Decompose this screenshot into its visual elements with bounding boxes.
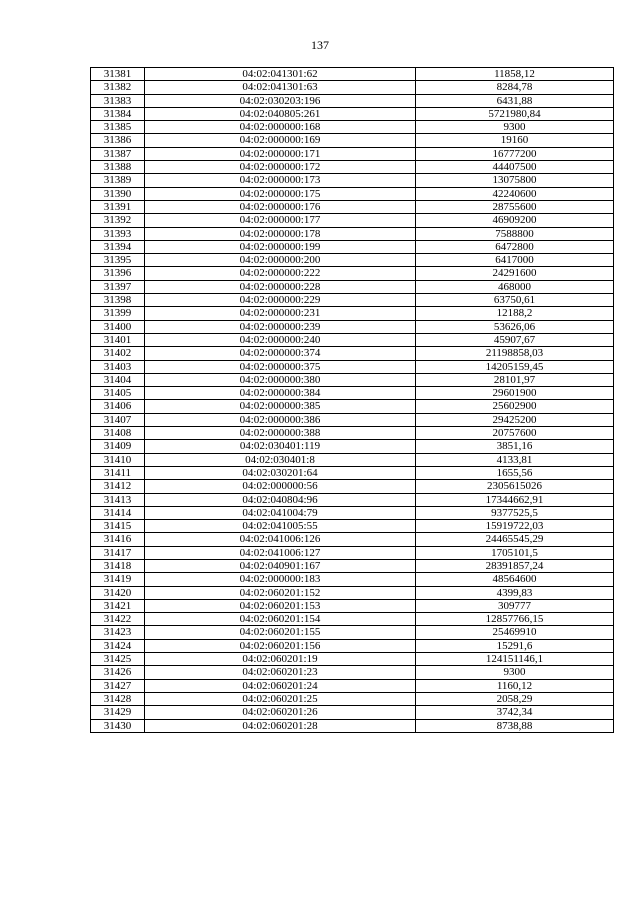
cadastral-number-cell: 04:02:000000:380 <box>145 373 416 386</box>
table-row <box>91 506 614 519</box>
cadastral-number-cell: 04:02:030203:196 <box>145 94 416 107</box>
row-number-cell: 31421 <box>91 599 145 612</box>
value-cell: 9300 <box>416 121 614 134</box>
cadastral-number-cell: 04:02:041301:63 <box>145 81 416 94</box>
row-number-cell: 31390 <box>91 187 145 200</box>
table-row <box>91 373 614 386</box>
table-row <box>91 121 614 134</box>
value-cell: 6417000 <box>416 254 614 267</box>
table-row <box>91 453 614 466</box>
cadastral-number-cell: 04:02:060201:28 <box>145 719 416 732</box>
row-number-cell: 31418 <box>91 559 145 572</box>
table-row <box>91 692 614 705</box>
table-row <box>91 440 614 453</box>
value-cell: 13075800 <box>416 174 614 187</box>
table-row <box>91 719 614 732</box>
value-cell: 63750,61 <box>416 294 614 307</box>
row-number-cell: 31414 <box>91 506 145 519</box>
table-row <box>91 613 614 626</box>
cadastral-number-cell: 04:02:000000:385 <box>145 400 416 413</box>
table-body <box>91 68 614 733</box>
cadastral-number-cell: 04:02:041301:62 <box>145 68 416 81</box>
value-cell: 2305615026 <box>416 480 614 493</box>
cadastral-number-cell: 04:02:000000:199 <box>145 240 416 253</box>
row-number-cell: 31399 <box>91 307 145 320</box>
table-row <box>91 200 614 213</box>
row-number-cell: 31406 <box>91 400 145 413</box>
table-row <box>91 320 614 333</box>
table-row <box>91 586 614 599</box>
value-cell: 48564600 <box>416 573 614 586</box>
cadastral-number-cell: 04:02:030401:8 <box>145 453 416 466</box>
value-cell: 12857766,15 <box>416 613 614 626</box>
row-number-cell: 31382 <box>91 81 145 94</box>
table-row <box>91 187 614 200</box>
table-row <box>91 227 614 240</box>
cadastral-number-cell: 04:02:000000:240 <box>145 333 416 346</box>
row-number-cell: 31410 <box>91 453 145 466</box>
page-number: 137 <box>311 38 329 52</box>
cadastral-number-cell: 04:02:030401:119 <box>145 440 416 453</box>
row-number-cell: 31398 <box>91 294 145 307</box>
table-row <box>91 520 614 533</box>
table-row <box>91 639 614 652</box>
row-number-cell: 31401 <box>91 333 145 346</box>
cadastral-number-cell: 04:02:000000:169 <box>145 134 416 147</box>
row-number-cell: 31397 <box>91 280 145 293</box>
table-row <box>91 107 614 120</box>
table-row <box>91 679 614 692</box>
row-number-cell: 31383 <box>91 94 145 107</box>
row-number-cell: 31422 <box>91 613 145 626</box>
table-row <box>91 427 614 440</box>
value-cell: 28755600 <box>416 200 614 213</box>
value-cell: 28101,97 <box>416 373 614 386</box>
cadastral-number-cell: 04:02:060201:156 <box>145 639 416 652</box>
row-number-cell: 31407 <box>91 413 145 426</box>
value-cell: 53626,06 <box>416 320 614 333</box>
cadastral-number-cell: 04:02:000000:388 <box>145 427 416 440</box>
value-cell: 17344662,91 <box>416 493 614 506</box>
value-cell: 3742,34 <box>416 706 614 719</box>
row-number-cell: 31392 <box>91 214 145 227</box>
cadastral-number-cell: 04:02:060201:26 <box>145 706 416 719</box>
value-cell: 21198858,03 <box>416 347 614 360</box>
cadastral-number-cell: 04:02:000000:171 <box>145 147 416 160</box>
table-row <box>91 147 614 160</box>
row-number-cell: 31385 <box>91 121 145 134</box>
table-row <box>91 347 614 360</box>
row-number-cell: 31402 <box>91 347 145 360</box>
value-cell: 42240600 <box>416 187 614 200</box>
row-number-cell: 31409 <box>91 440 145 453</box>
cadastral-number-cell: 04:02:040805:261 <box>145 107 416 120</box>
table-row <box>91 413 614 426</box>
value-cell: 4133,81 <box>416 453 614 466</box>
row-number-cell: 31424 <box>91 639 145 652</box>
value-cell: 25602900 <box>416 400 614 413</box>
value-cell: 11858,12 <box>416 68 614 81</box>
value-cell: 6431,88 <box>416 94 614 107</box>
value-cell: 2058,29 <box>416 692 614 705</box>
cadastral-number-cell: 04:02:060201:24 <box>145 679 416 692</box>
cadastral-number-cell: 04:02:000000:177 <box>145 214 416 227</box>
table-row <box>91 333 614 346</box>
table-row <box>91 134 614 147</box>
table-row <box>91 161 614 174</box>
row-number-cell: 31388 <box>91 161 145 174</box>
row-number-cell: 31413 <box>91 493 145 506</box>
row-number-cell: 31393 <box>91 227 145 240</box>
row-number-cell: 31381 <box>91 68 145 81</box>
value-cell: 7588800 <box>416 227 614 240</box>
table-row <box>91 493 614 506</box>
table-row <box>91 533 614 546</box>
cadastral-number-cell: 04:02:060201:152 <box>145 586 416 599</box>
table-row <box>91 307 614 320</box>
value-cell: 124151146,1 <box>416 653 614 666</box>
row-number-cell: 31404 <box>91 373 145 386</box>
value-cell: 20757600 <box>416 427 614 440</box>
value-cell: 1705101,5 <box>416 546 614 559</box>
table-row <box>91 280 614 293</box>
row-number-cell: 31396 <box>91 267 145 280</box>
row-number-cell: 31415 <box>91 520 145 533</box>
cadastral-number-cell: 04:02:000000:168 <box>145 121 416 134</box>
cadastral-number-cell: 04:02:000000:231 <box>145 307 416 320</box>
value-cell: 309777 <box>416 599 614 612</box>
table-row <box>91 653 614 666</box>
cadastral-number-cell: 04:02:060201:25 <box>145 692 416 705</box>
row-number-cell: 31386 <box>91 134 145 147</box>
row-number-cell: 31412 <box>91 480 145 493</box>
table-row <box>91 174 614 187</box>
row-number-cell: 31395 <box>91 254 145 267</box>
row-number-cell: 31389 <box>91 174 145 187</box>
cadastral-number-cell: 04:02:000000:229 <box>145 294 416 307</box>
table-row <box>91 466 614 479</box>
row-number-cell: 31416 <box>91 533 145 546</box>
table-row <box>91 68 614 81</box>
table-row <box>91 294 614 307</box>
row-number-cell: 31384 <box>91 107 145 120</box>
cadastral-number-cell: 04:02:000000:173 <box>145 174 416 187</box>
cadastral-number-cell: 04:02:000000:176 <box>145 200 416 213</box>
value-cell: 45907,67 <box>416 333 614 346</box>
row-number-cell: 31430 <box>91 719 145 732</box>
row-number-cell: 31387 <box>91 147 145 160</box>
cadastral-number-cell: 04:02:060201:19 <box>145 653 416 666</box>
row-number-cell: 31408 <box>91 427 145 440</box>
row-number-cell: 31429 <box>91 706 145 719</box>
row-number-cell: 31425 <box>91 653 145 666</box>
cadastral-number-cell: 04:02:060201:154 <box>145 613 416 626</box>
value-cell: 19160 <box>416 134 614 147</box>
table-row <box>91 267 614 280</box>
table-row <box>91 387 614 400</box>
value-cell: 46909200 <box>416 214 614 227</box>
value-cell: 25469910 <box>416 626 614 639</box>
table-row <box>91 573 614 586</box>
value-cell: 29601900 <box>416 387 614 400</box>
table-row <box>91 400 614 413</box>
row-number-cell: 31417 <box>91 546 145 559</box>
cadastral-number-cell: 04:02:041006:126 <box>145 533 416 546</box>
table-row <box>91 240 614 253</box>
value-cell: 468000 <box>416 280 614 293</box>
cadastral-number-cell: 04:02:030201:64 <box>145 466 416 479</box>
value-cell: 14205159,45 <box>416 360 614 373</box>
row-number-cell: 31423 <box>91 626 145 639</box>
value-cell: 15291,6 <box>416 639 614 652</box>
value-cell: 44407500 <box>416 161 614 174</box>
table-row <box>91 599 614 612</box>
value-cell: 29425200 <box>416 413 614 426</box>
cadastral-number-cell: 04:02:000000:56 <box>145 480 416 493</box>
table-row <box>91 546 614 559</box>
cadastral-number-cell: 04:02:000000:222 <box>145 267 416 280</box>
cadastral-number-cell: 04:02:000000:183 <box>145 573 416 586</box>
row-number-cell: 31427 <box>91 679 145 692</box>
value-cell: 9300 <box>416 666 614 679</box>
cadastral-number-cell: 04:02:000000:239 <box>145 320 416 333</box>
row-number-cell: 31420 <box>91 586 145 599</box>
table-row <box>91 626 614 639</box>
table-row <box>91 81 614 94</box>
value-cell: 8284,78 <box>416 81 614 94</box>
value-cell: 4399,83 <box>416 586 614 599</box>
table-row <box>91 254 614 267</box>
row-number-cell: 31391 <box>91 200 145 213</box>
value-cell: 1160,12 <box>416 679 614 692</box>
row-number-cell: 31426 <box>91 666 145 679</box>
value-cell: 6472800 <box>416 240 614 253</box>
cadastral-number-cell: 04:02:040901:167 <box>145 559 416 572</box>
cadastral-number-cell: 04:02:000000:172 <box>145 161 416 174</box>
value-cell: 3851,16 <box>416 440 614 453</box>
cadastral-number-cell: 04:02:000000:175 <box>145 187 416 200</box>
cadastral-number-cell: 04:02:041005:55 <box>145 520 416 533</box>
value-cell: 8738,88 <box>416 719 614 732</box>
value-cell: 9377525,5 <box>416 506 614 519</box>
row-number-cell: 31403 <box>91 360 145 373</box>
cadastral-number-cell: 04:02:041006:127 <box>145 546 416 559</box>
value-cell: 5721980,84 <box>416 107 614 120</box>
cadastral-number-cell: 04:02:041004:79 <box>145 506 416 519</box>
value-cell: 12188,2 <box>416 307 614 320</box>
cadastral-number-cell: 04:02:000000:228 <box>145 280 416 293</box>
value-cell: 1655,56 <box>416 466 614 479</box>
value-cell: 15919722,03 <box>416 520 614 533</box>
table-row <box>91 666 614 679</box>
table-row <box>91 360 614 373</box>
table-row <box>91 94 614 107</box>
cadastral-number-cell: 04:02:060201:155 <box>145 626 416 639</box>
value-cell: 24465545,29 <box>416 533 614 546</box>
value-cell: 24291600 <box>416 267 614 280</box>
cadastral-number-cell: 04:02:000000:384 <box>145 387 416 400</box>
row-number-cell: 31400 <box>91 320 145 333</box>
cadastral-value-table <box>90 67 614 733</box>
row-number-cell: 31405 <box>91 387 145 400</box>
table-row <box>91 214 614 227</box>
value-cell: 16777200 <box>416 147 614 160</box>
cadastral-number-cell: 04:02:000000:200 <box>145 254 416 267</box>
row-number-cell: 31394 <box>91 240 145 253</box>
row-number-cell: 31411 <box>91 466 145 479</box>
table-row <box>91 480 614 493</box>
cadastral-number-cell: 04:02:060201:153 <box>145 599 416 612</box>
row-number-cell: 31428 <box>91 692 145 705</box>
row-number-cell: 31419 <box>91 573 145 586</box>
cadastral-number-cell: 04:02:000000:375 <box>145 360 416 373</box>
cadastral-number-cell: 04:02:000000:178 <box>145 227 416 240</box>
cadastral-number-cell: 04:02:000000:374 <box>145 347 416 360</box>
cadastral-number-cell: 04:02:060201:23 <box>145 666 416 679</box>
table-row <box>91 559 614 572</box>
cadastral-number-cell: 04:02:000000:386 <box>145 413 416 426</box>
value-cell: 28391857,24 <box>416 559 614 572</box>
cadastral-number-cell: 04:02:040804:96 <box>145 493 416 506</box>
table-row <box>91 706 614 719</box>
